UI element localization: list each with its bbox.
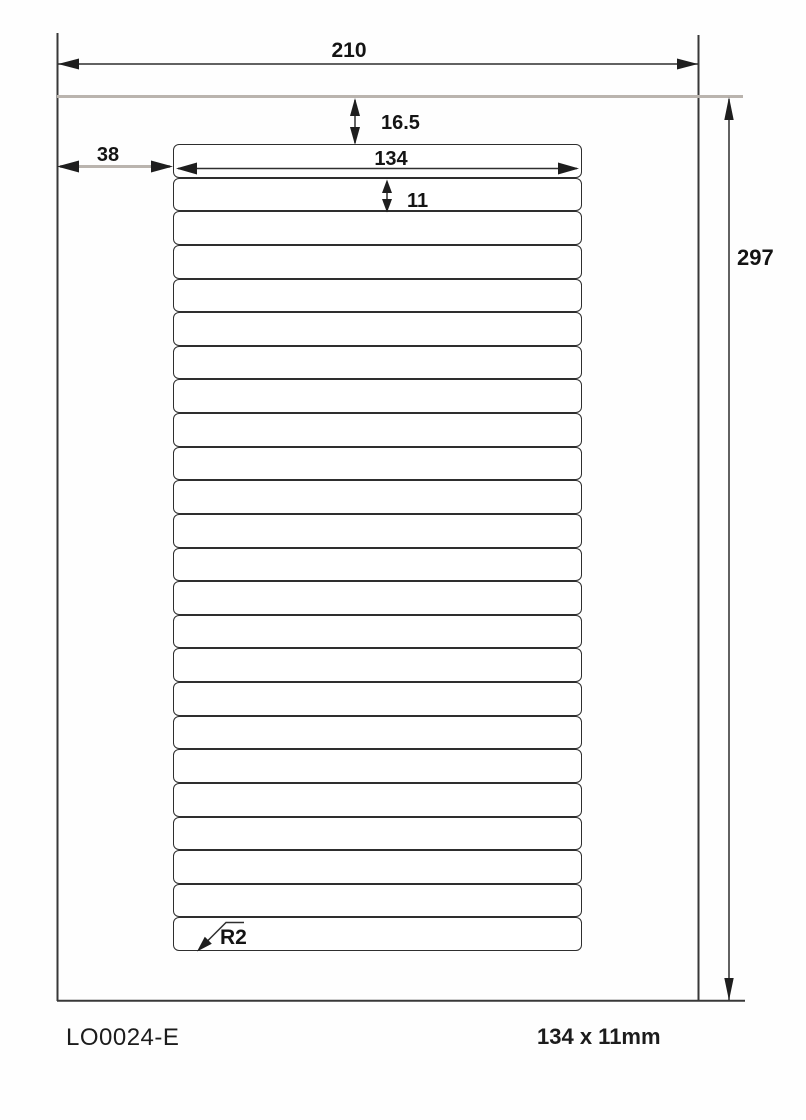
label-row [173, 514, 582, 548]
label-grid [173, 144, 582, 951]
label-row [173, 379, 582, 413]
dim-margin-top [350, 98, 420, 145]
label-row [173, 178, 582, 212]
label-row [173, 548, 582, 582]
dim-sheet-width [58, 39, 698, 70]
label-row [173, 480, 582, 514]
label-row [173, 312, 582, 346]
label-row [173, 648, 582, 682]
label-row [173, 682, 582, 716]
arrow-down-icon [724, 978, 733, 1001]
dim-margin-left [57, 144, 173, 173]
label-row [173, 783, 582, 817]
label-row [173, 346, 582, 380]
label-row [173, 817, 582, 851]
label-row [173, 581, 582, 615]
sheet-width-value: 210 [331, 39, 367, 62]
label-row [173, 144, 582, 178]
label-height-value: 11 [407, 190, 429, 212]
label-row [173, 447, 582, 481]
margin-left-value: 38 [96, 144, 120, 166]
label-row [173, 850, 582, 884]
sheet-height-value: 297 [737, 245, 774, 270]
label-row [173, 413, 582, 447]
label-row [173, 245, 582, 279]
product-code: LO0024-E [66, 1024, 180, 1051]
label-row [173, 917, 582, 951]
label-row [173, 615, 582, 649]
corner-radius-value: R2 [220, 926, 247, 949]
label-size-text: 134 x 11mm [537, 1024, 661, 1049]
arrow-right-icon [151, 161, 173, 173]
arrow-down-icon [350, 127, 360, 145]
margin-top-value: 16.5 [381, 112, 420, 134]
arrow-left-icon [57, 161, 79, 173]
label-row [173, 749, 582, 783]
arrow-left-icon [58, 59, 79, 70]
label-width-value: 134 [374, 148, 408, 170]
label-row [173, 716, 582, 750]
label-row [173, 279, 582, 313]
arrow-up-icon [350, 98, 360, 116]
dim-sheet-height [724, 97, 773, 1001]
arrow-right-icon [677, 59, 698, 70]
label-row [173, 884, 582, 918]
label-row [173, 211, 582, 245]
arrow-up-icon [724, 97, 733, 120]
